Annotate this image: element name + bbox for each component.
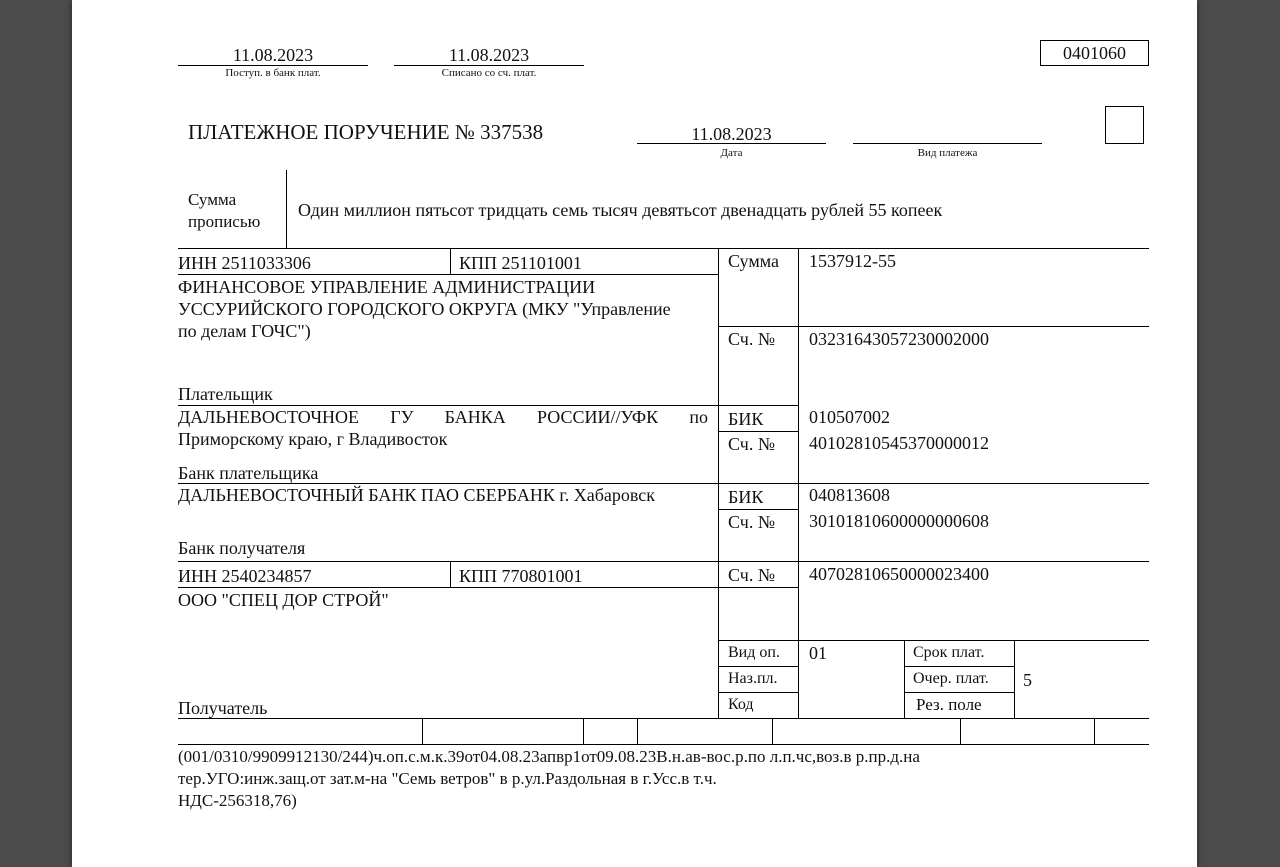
priority-label: Очер. плат. (913, 670, 989, 687)
purpose-line-2: тер.УГО:инж.защ.от зат.м-на "Семь ветров" в р.ул.Раздольная в г.Усс.в т.ч. (178, 769, 717, 788)
payment-type-line (853, 143, 1042, 144)
payer-bank-bik-line (718, 431, 798, 432)
payee-bank-bik-label: БИК (728, 487, 764, 507)
tax-col-2 (583, 718, 584, 744)
debited-date-line (394, 65, 584, 66)
details-row2-line-b (904, 666, 1014, 667)
op-type-label: Вид оп. (728, 644, 780, 661)
payee-inn-kpp-divider (450, 561, 451, 587)
tax-row-bottom-line (178, 744, 1149, 745)
payer-inn-kpp-divider (450, 248, 451, 274)
amount-label: Сумма (728, 251, 779, 271)
payer-bank-word-1: ДАЛЬНЕВОСТОЧНОЕ (178, 407, 360, 427)
details-col-c (1014, 640, 1015, 718)
payer-bank-word-4: РОССИИ//УФК (537, 407, 659, 427)
received-date-line (178, 65, 368, 66)
payer-name-2: УССУРИЙСКОГО ГОРОДСКОГО ОКРУГА (МКУ "Управление (178, 299, 671, 319)
amount-words: Один миллион пятьсот тридцать семь тысяч девятьсот двенадцать рублей 55 копеек (298, 200, 943, 220)
payer-bank-bik: 010507002 (809, 407, 890, 427)
payer-amount-line (718, 326, 1149, 327)
document-date: 11.08.2023 (691, 124, 772, 144)
debited-date: 11.08.2023 (448, 45, 530, 65)
payee-account: 40702810650000023400 (809, 564, 989, 584)
amount-words-label-1: Сумма (188, 190, 237, 209)
payee-bank-account-label: Сч. № (728, 512, 775, 532)
payee-name: ООО "СПЕЦ ДОР СТРОЙ" (178, 590, 389, 610)
details-row3-line (718, 692, 798, 693)
payer-bank-word-2: ГУ (390, 407, 414, 427)
tax-col-3 (637, 718, 638, 744)
amount-words-label-2: прописью (188, 212, 261, 231)
tax-col-6 (1094, 718, 1095, 744)
payee-bank-bik-line (718, 509, 798, 510)
payee-bank-account: 30101810600000000608 (809, 511, 989, 531)
details-col-a (798, 640, 799, 718)
payee-top-line (178, 561, 1149, 562)
payer-inn: ИНН 2511033306 (178, 253, 311, 273)
payer-inn-line (178, 274, 718, 275)
status-box (1105, 106, 1144, 144)
tax-col-5 (960, 718, 961, 744)
details-row3-line-b (904, 692, 1014, 693)
payer-bank-word-3: БАНКА (444, 407, 506, 427)
details-row2-line (718, 666, 798, 667)
debited-date-label: Списано со сч. плат. (441, 67, 537, 79)
amount-value: 1537912-55 (809, 251, 896, 271)
payee-account-label: Сч. № (728, 565, 775, 585)
tax-row-top-line (178, 718, 1149, 719)
received-date-label: Поступ. в банк плат. (225, 67, 321, 79)
tax-col-1 (422, 718, 423, 744)
received-date: 11.08.2023 (232, 45, 314, 65)
payer-account: 03231643057230002000 (809, 329, 989, 349)
payer-bank-label: Банк плательщика (178, 463, 319, 483)
document-date-label: Дата (720, 147, 743, 159)
payer-name-1: ФИНАНСОВОЕ УПРАВЛЕНИЕ АДМИНИСТРАЦИИ (178, 277, 596, 297)
priority-value: 5 (1023, 670, 1032, 690)
payer-bank-account: 40102810545370000012 (809, 433, 989, 453)
reserve-label: Рез. поле (916, 695, 982, 714)
grid-line-top (178, 248, 1149, 249)
payer-kpp: КПП 251101001 (459, 253, 582, 273)
payer-label: Плательщик (178, 384, 273, 404)
details-top-line (718, 640, 1149, 641)
payment-order-page (72, 0, 1197, 867)
payee-bank-label: Банк получателя (178, 538, 306, 558)
details-col-b (904, 640, 905, 718)
purpose-code-label: Наз.пл. (728, 670, 778, 687)
purpose-line-1: (001/0310/9909912130/244)ч.оп.с.м.к.39от04.08.23апвр1от09.08.23В.н.ав-вос.р.по л.п.чс,воз.в р.пр.д.на (178, 747, 920, 766)
code-label: Код (728, 696, 754, 713)
purpose-line-3: НДС-256318,76) (178, 791, 297, 810)
payee-inn: ИНН 2540234857 (178, 566, 312, 586)
tax-col-4 (772, 718, 773, 744)
payer-bank-account-label: Сч. № (728, 434, 775, 454)
payer-bank-name-2: Приморскому краю, г Владивосток (178, 429, 448, 449)
payee-bank-bik: 040813608 (809, 485, 890, 505)
payer-name-3: по делам ГОЧС") (178, 321, 311, 341)
payer-bank-name-1 (178, 406, 708, 428)
payee-label: Получатель (178, 698, 268, 718)
amount-words-divider (286, 170, 287, 248)
payee-inn-line (178, 587, 798, 588)
document-date-line (637, 143, 826, 144)
payer-bank-word-5: по (689, 407, 708, 427)
form-code: 0401060 (1063, 43, 1126, 63)
payer-account-label: Сч. № (728, 329, 775, 349)
grid-col-right (798, 248, 799, 640)
payee-kpp: КПП 770801001 (459, 566, 583, 586)
payment-type-label: Вид платежа (917, 147, 978, 159)
payee-bank-name: ДАЛЬНЕВОСТОЧНЫЙ БАНК ПАО СБЕРБАНК г. Хабаровск (178, 485, 656, 505)
op-type-value: 01 (809, 643, 827, 663)
term-label: Срок плат. (913, 644, 985, 661)
payer-bank-bik-label: БИК (728, 409, 764, 429)
document-title: ПЛАТЕЖНОЕ ПОРУЧЕНИЕ № 337538 (188, 120, 544, 144)
